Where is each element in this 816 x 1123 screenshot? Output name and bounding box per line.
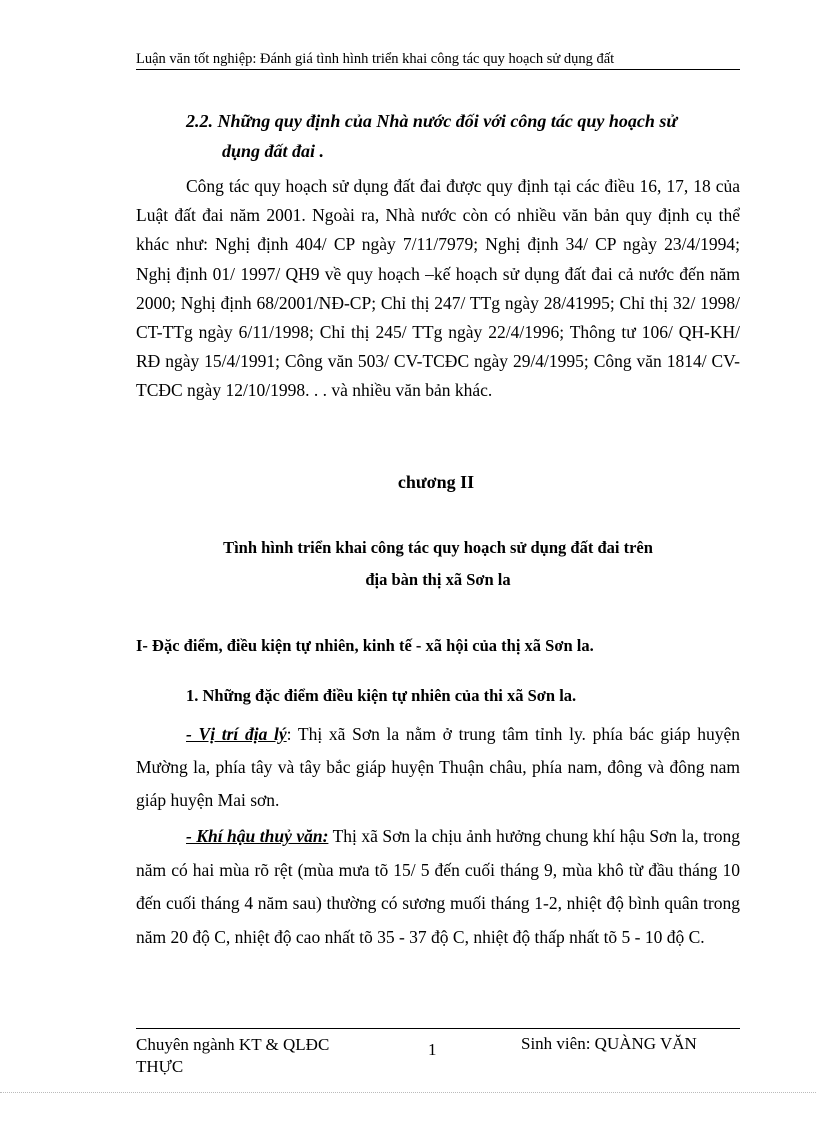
footer-major-text: Chuyên ngành KT & QLĐC <box>136 1035 330 1054</box>
section-title <box>186 106 742 166</box>
location-text: : Thị xã Sơn la nằm ở trung tâm tỉnh ly. phía bác giáp huyện Mường la, phía tây và tây bắc giáp huyện Thuận châu, phía nam, đông và đông nam giáp huyện Mai sơn. <box>136 724 740 810</box>
section-title-line1: 2.2. Những quy định của Nhà nước đối với công tác quy hoạch sử <box>186 111 678 131</box>
footer-divider <box>136 1028 740 1029</box>
location-label: - Vị trí địa lý <box>186 724 287 744</box>
chapter-label: chương II <box>397 472 475 492</box>
footer-major <box>136 1034 386 1078</box>
sub-heading: 1. Những đặc điểm điều kiện tự nhiên của thi xã Sơn la. <box>186 686 577 705</box>
climate-label: - Khí hậu thuỷ văn: <box>186 826 329 846</box>
chapter-title <box>136 532 740 596</box>
section-title-line2: dụng đất đai . <box>222 141 325 161</box>
climate-paragraph <box>136 820 740 954</box>
chapter-title-line1: Tình hình triển khai công tác quy hoạch sử dụng đất đai trên <box>223 538 653 557</box>
location-paragraph <box>136 718 740 817</box>
running-header: Luận văn tốt nghiệp: Đánh giá tình hình triển khai công tác quy hoạch sử dụng đất <box>136 50 740 70</box>
regulations-paragraph: Công tác quy hoạch sử dụng đất đai được quy định tại các điều 16, 17, 18 của Luật đất đai năm 2001. Ngoài ra, Nhà nước còn có nhiều văn bản quy định cụ thể khác như: Nghị định 404/ CP ngày 7/11/7979; Nghị định 34/ CP ngày 23/4/1994; Nghị định 01/ 1997/ QH9 về quy hoạch –kế hoạch sử dụng đất đai cả nước đến năm 2000; Nghị định 68/2001/NĐ-CP; Chỉ thị 247/ TTg ngày 28/41995; Chỉ thị 32/ 1998/ CT-TTg ngày 6/11/1998; Chỉ thị 245/ TTg ngày 22/4/1996; Thông tư 106/ QH-KH/ RĐ ngày 15/4/1991; Công văn 503/ CV-TCĐC ngày 29/4/1995; Công văn 1814/ CV-TCĐC ngày 12/10/1998. . . và nhiều văn bản khác. <box>136 176 740 401</box>
chapter-title-line2: địa bàn thị xã Sơn la <box>365 570 511 589</box>
part-heading: I- Đặc điểm, điều kiện tự nhiên, kinh tế - xã hội của thị xã Sơn la. <box>136 636 594 655</box>
footer-student-name-cont: THỰC <box>136 1057 184 1076</box>
page-number: 1 <box>428 1040 437 1059</box>
climate-text: Thị xã Sơn la chịu ảnh hưởng chung khí hậu Sơn la, trong năm có hai mùa rõ rệt (mùa mưa tõ 15/ 5 đến cuối tháng 9, mùa khô từ đầu tháng 10 đến cuối tháng 4 năm sau) thường có sương muối tháng 1-2, nhiệt độ bình quân trong năm 20 độ C, nhiệt độ cao nhất tõ 35 - 37 độ C, nhiệt độ thấp nhất tõ 5 - 10 độ C. <box>136 826 740 947</box>
page-bottom-dotted-divider <box>0 1092 816 1093</box>
footer-student: Sinh viên: QUÀNG VĂN <box>521 1034 697 1053</box>
